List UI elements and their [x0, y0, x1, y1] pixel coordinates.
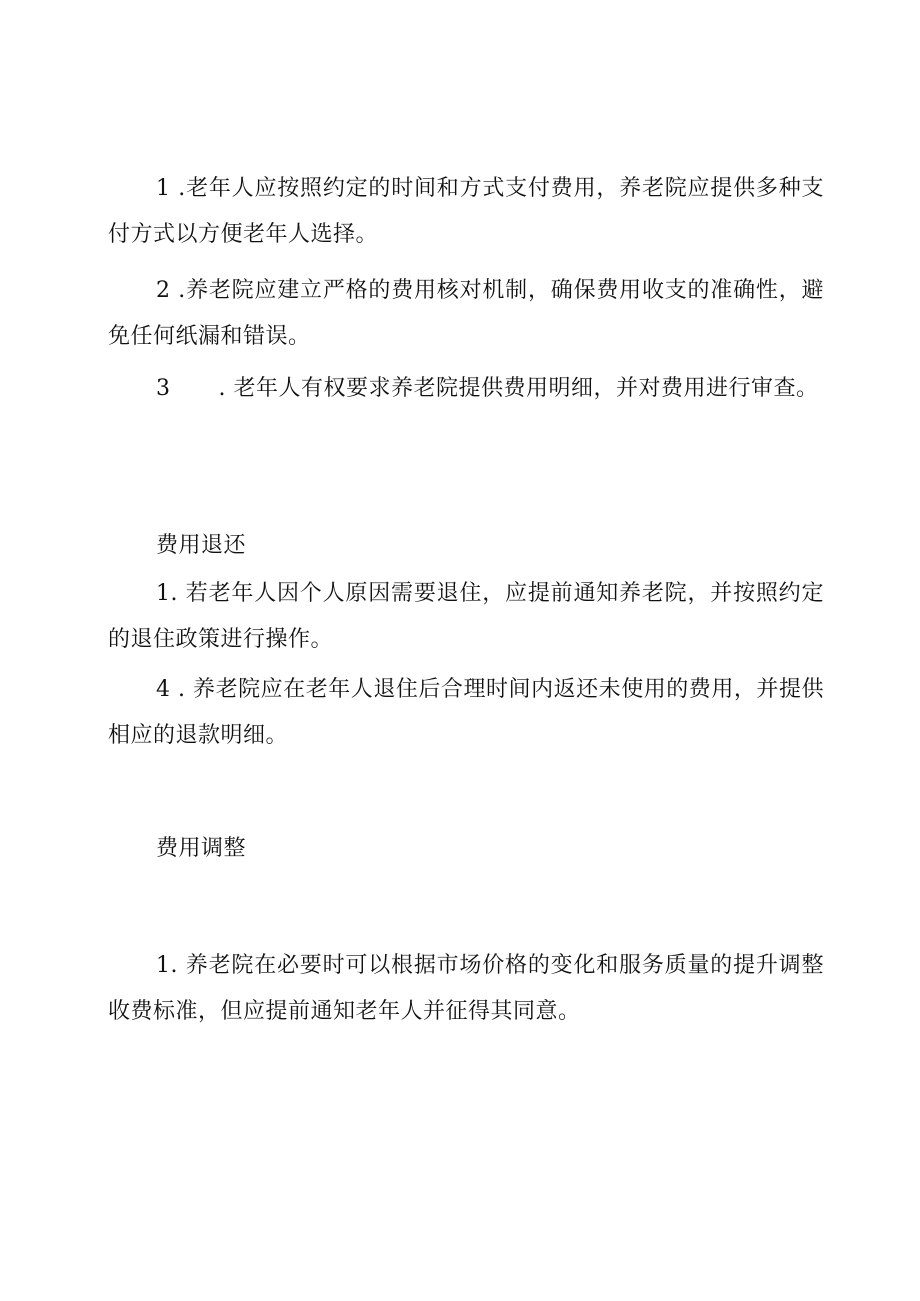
list-number: 4 — [156, 677, 171, 702]
paragraph-text: . 老年人有权要求养老院提供费用明细，并对费用进行审查。 — [218, 376, 819, 401]
list-number: 1 — [156, 176, 171, 201]
list-number: 1 — [156, 581, 171, 606]
paragraph-payment-1 — [108, 166, 824, 258]
paragraph-text: . 养老院在必要时可以根据市场价格的变化和服务质量的提升调整收费标准，但应提前通知老年人并征得其同意。 — [108, 953, 824, 1024]
section-heading-refund: 费用退还 — [156, 533, 247, 558]
paragraph-text: .老年人应按照约定的时间和方式支付费用，养老院应提供多种支付方式以方便老年人选择。 — [108, 176, 824, 247]
list-number: 2 — [156, 278, 171, 303]
section-heading-adjust: 费用调整 — [156, 836, 247, 861]
paragraph-adjust-1 — [108, 943, 824, 1035]
paragraph-text: . 若老年人因个人原因需要退住，应提前通知养老院，并按照约定的退住政策进行操作。 — [108, 581, 824, 652]
paragraph-text: .养老院应建立严格的费用核对机制，确保费用收支的准确性，避免任何纸漏和错误。 — [108, 278, 824, 349]
paragraph-refund-2 — [108, 667, 824, 759]
paragraph-refund-1 — [108, 571, 824, 663]
paragraph-payment-2 — [108, 268, 824, 360]
list-number: 1 — [156, 953, 171, 978]
paragraph-payment-3 — [108, 366, 824, 412]
list-number: 3 — [156, 376, 171, 401]
paragraph-text: . 养老院应在老年人退住后合理时间内返还未使用的费用，并提供相应的退款明细。 — [108, 677, 824, 748]
